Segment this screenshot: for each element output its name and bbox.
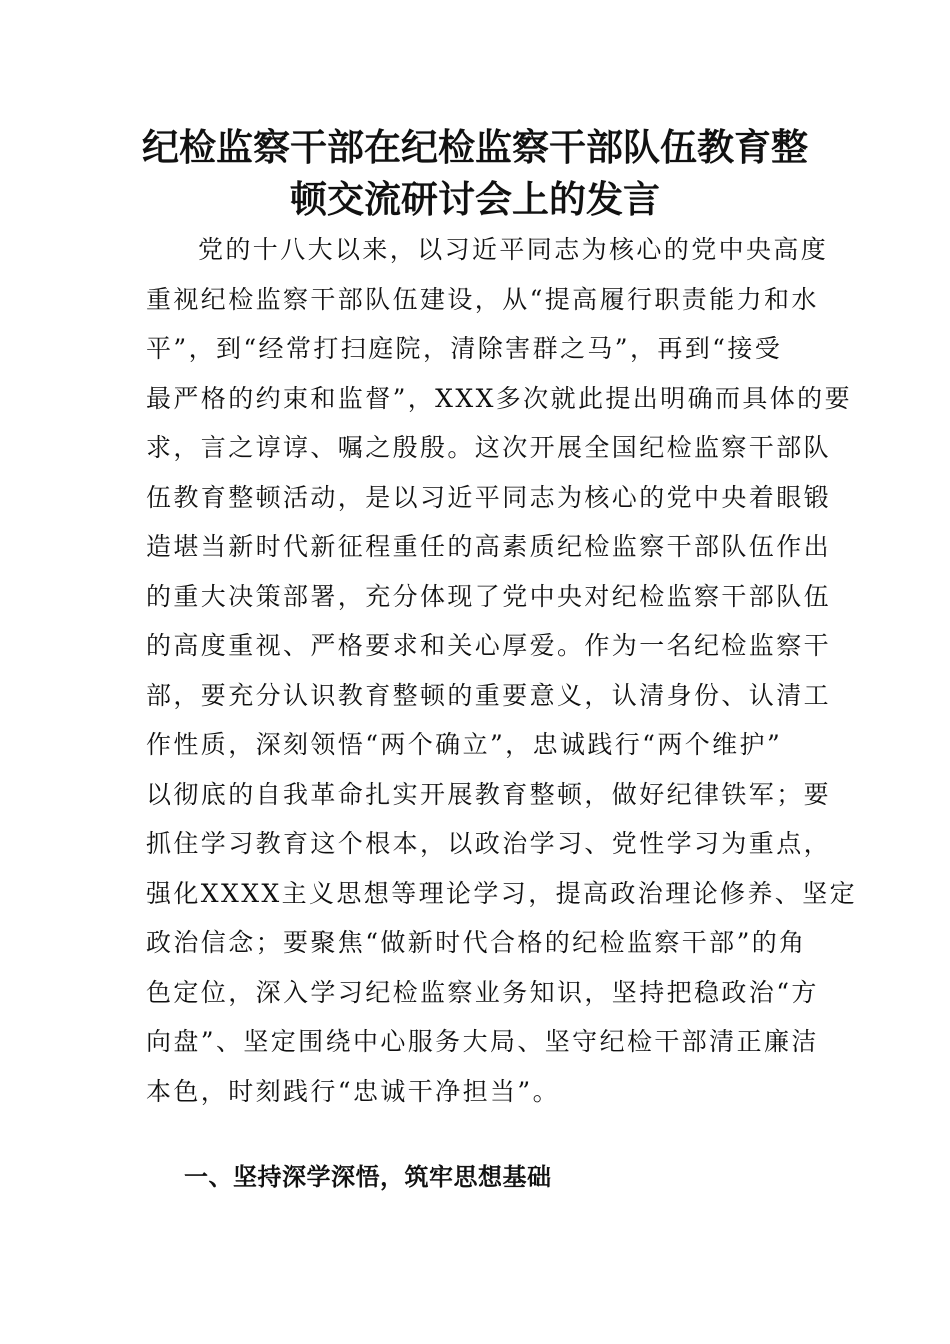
paragraph-line: 本色，时刻践行“忠诚干净担当”。 bbox=[146, 1076, 560, 1106]
paragraph-line: 伍教育整顿活动，是以习近平同志为核心的党中央着眼锻 bbox=[146, 482, 832, 512]
paragraph-line: 求，言之谆谆、嘱之殷殷。这次开展全国纪检监察干部队 bbox=[146, 433, 832, 462]
paragraph-line: 抓住学习教育这个根本，以政治学习、党性学习为重点， bbox=[146, 829, 832, 858]
paragraph-line: 的高度重视、严格要求和关心厚爱。作为一名纪检监察干 bbox=[146, 631, 832, 660]
document-title bbox=[120, 122, 830, 226]
paragraph-line: 向盘”、坚定围绕中心服务大局、坚守纪检干部清正廉洁 bbox=[146, 1027, 819, 1056]
paragraph-line: 党的十八大以来，以习近平同志为核心的党中央高度 bbox=[198, 235, 829, 264]
paragraph-line: 造堪当新时代新征程重任的高素质纪检监察干部队伍作出 bbox=[146, 532, 832, 561]
paragraph-line: 重视纪检监察干部队伍建设，从“提高履行职责能力和水 bbox=[146, 284, 819, 314]
paragraph-line: 的重大决策部署，充分体现了党中央对纪检监察干部队伍 bbox=[146, 581, 832, 611]
paragraph-line: 政治信念；要聚焦“做新时代合格的纪检监察干部”的角 bbox=[146, 928, 807, 957]
title-line-1: 纪检监察干部在纪检监察干部队伍教育整 bbox=[142, 126, 808, 169]
paragraph-line: 强化XXXX主义思想等理论学习，提高政治理论修养、坚定 bbox=[146, 878, 857, 908]
paragraph-line: 以彻底的自我革命扎实开展教育整顿，做好纪律铁军；要 bbox=[146, 779, 832, 809]
intro-paragraph bbox=[146, 225, 857, 1116]
paragraph-line: 平”，到“经常打扫庭院，清除害群之马”，再到“接受 bbox=[146, 334, 783, 363]
paragraph-line: 色定位，深入学习纪检监察业务知识，坚持把稳政治“方 bbox=[146, 977, 819, 1007]
title-line-2: 顿交流研讨会上的发言 bbox=[290, 178, 660, 221]
paragraph-line: 部，要充分认识教育整顿的重要意义，认清身份、认清工 bbox=[146, 680, 832, 710]
paragraph-line: 作性质，深刻领悟“两个确立”，忠诚践行“两个维护” bbox=[146, 730, 783, 759]
paragraph-line: 最严格的约束和监督”，XXX多次就此提出明确而具体的要 bbox=[146, 383, 852, 413]
section-heading: 一、坚持深学深悟，筑牢思想基础 bbox=[184, 1163, 552, 1191]
